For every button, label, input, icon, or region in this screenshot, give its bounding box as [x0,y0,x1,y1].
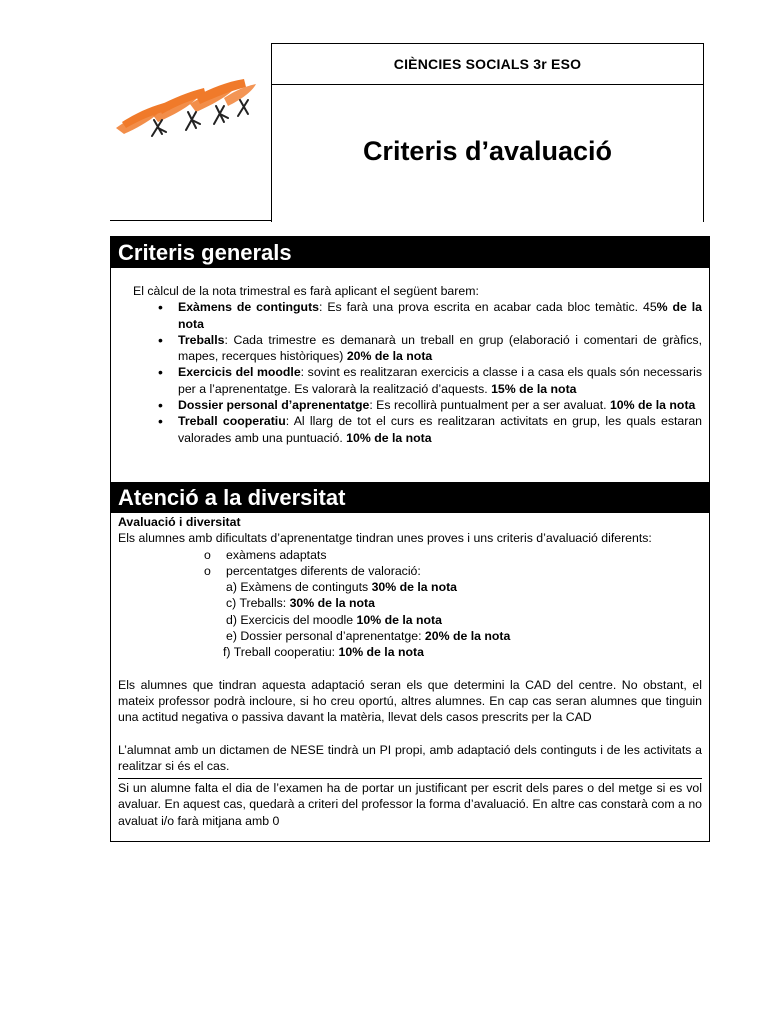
item-label: Exàmens de continguts [178,300,320,315]
general-intro: El càlcul de la nota trimestral es farà aplicant el següent barem: [133,284,479,298]
adapted-criterion: e) Dossier personal d’aprenentatge: 20% de la nota [226,629,511,644]
bullet-icon: o [204,563,211,578]
item-label: Treball cooperatiu [178,414,286,429]
item-text: : Cada trimestre es demanarà un treball en grup (elaboració i comentari de gràfics, mapes, recerques històriques) [178,332,702,364]
nese-paragraph: L’alumnat amb un dictamen de NESE tindrà un PI propi, amb adaptació dels continguts i de les activitats a realitzar si és el cas. [118,742,702,773]
list-item [158,397,702,413]
header-divider [110,220,272,221]
item-text: : Es farà una prova escrita en acabar cada bloc temàtic. 45 [319,300,657,315]
item-weight: 10% de la nota [609,398,696,413]
diversity-body [111,513,709,829]
diversity-subheading: Avaluació i diversitat [118,515,241,529]
item-weight: 20% de la nota [346,349,433,364]
item-weight: % de la nota [178,300,703,331]
item-label: Dossier personal d’aprenentatge [178,398,370,413]
option-item: o percentatges diferents de valoració: [204,563,421,578]
item-weight: 15% de la nota [491,381,577,396]
item-label: Exercicis del moodle [178,365,301,380]
list-item [158,413,702,446]
item-weight: 10% de la nota [346,430,432,445]
adapted-criterion: d) Exercicis del moodle 10% de la nota [226,612,442,627]
item-text: : Al llarg de tot el curs es realitzaran activitats en grup, les quals estaran valorades amb una puntuació. [178,414,703,445]
general-criteria-body [111,268,709,482]
runners-logo-icon [112,76,258,146]
adapted-criterion: c) Treballs: 30% de la nota [226,596,375,611]
list-item [158,299,702,332]
page-title: Criteris d’avaluació [362,136,613,166]
item-text: : sovint es realitzaran exercicis a classe i a casa els quals són necessaris per a l’aprenentatge. Es valorarà la realització d’aquests. [178,365,702,396]
header-box [271,43,704,222]
criteria-box [110,236,710,842]
list-item [158,364,702,397]
general-criteria-list [158,299,702,446]
item-text: : Es recollirà puntualment per a ser avaluat. [369,398,610,413]
bullet-icon: o [204,547,211,562]
adapted-criterion: f) Treball cooperatiu: 10% de la nota [223,645,424,660]
subject-label: CIÈNCIES SOCIALS 3r ESO [272,44,703,85]
adapted-criterion: a) Exàmens de continguts 30% de la nota [226,580,458,595]
section-heading-general: Criteris generals [111,237,709,268]
absence-paragraph: Si un alumne falta el dia de l’examen ha de portar un justificant per escrit dels pares o del metge si es vol avaluar. En aquest cas, quedarà a criteri del professor la forma d’avaluació. En altre cas constarà com a no avaluat i/o farà mitjana amb 0 [118,778,702,829]
diversity-intro: Els alumnes amb dificultats d’aprenentatge tindran unes proves i uns criteris d’avaluació diferents: [118,531,652,546]
list-item [158,332,702,365]
option-item: o exàmens adaptats [204,547,327,562]
section-heading-diversity: Atenció a la diversitat [111,482,709,513]
cad-paragraph: Els alumnes que tindran aquesta adaptació seran els que determini la CAD del centre. No obstant, el mateix professor podrà incloure, si ho creu oportú, altres alumnes. En cap cas seran alumnes que tinguin una actitud negativa o passiva davant la matèria, llevat dels casos prescrits per la CAD [118,677,702,725]
item-label: Treballs [178,332,225,347]
